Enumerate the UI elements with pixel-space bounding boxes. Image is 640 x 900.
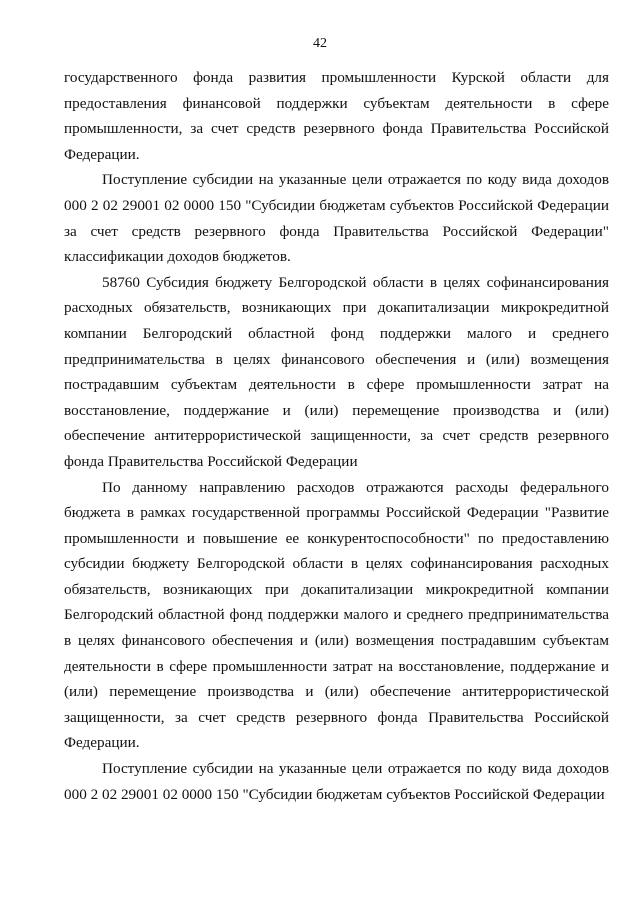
page-number: 42: [313, 36, 327, 51]
document-body: [64, 65, 609, 807]
paragraph-4: По данному направлению расходов отражаются расходы федерального бюджета в рамках государственной программы Российской Федерации "Развитие промышленности и повышение ее конкурентоспособности" по предоставлению субсидии бюджету Белгородской области в целях софинансирования расходных обязательств, возникающих при докапитализации микрокредитной компании Белгородский областной фонд поддержки малого и среднего предпринимательства в целях финансового обеспечения и (или) возмещения пострадавшим субъектам деятельности в сфере промышленности затрат на восстановление, поддержание и (или) перемещение производства и (или) обеспечение антитеррористической защищенности, за счет средств резервного фонда Правительства Российской Федерации.: [64, 478, 609, 752]
paragraph-5: Поступление субсидии на указанные цели отражается по коду вида доходов 000 2 02 29001 02 0000 150 "Субсидии бюджетам субъектов Российской Федерации: [64, 760, 609, 803]
paragraph-3: 58760 Субсидия бюджету Белгородской области в целях софинансирования расходных обязательств, возникающих при докапитализации микрокредитной компании Белгородский областной фонд поддержки малого и среднего предпринимательства в целях финансового обеспечения и (или) возмещения пострадавшим субъектам деятельности в сфере промышленности затрат на восстановление, поддержание и (или) перемещение производства и (или) обеспечение антитеррористической защищенности, за счет средств резервного фонда Правительства Российской Федерации: [64, 273, 609, 470]
paragraph-2: Поступление субсидии на указанные цели отражается по коду вида доходов 000 2 02 29001 02 0000 150 "Субсидии бюджетам субъектов Российской Федерации за счет средств резервного фонда Правительства Российской Федерации" классификации доходов бюджетов.: [64, 171, 609, 266]
paragraph-1: государственного фонда развития промышленности Курской области для предоставления финансовой поддержки субъектам деятельности в сфере промышленности, за счет средств резервного фонда Правительства Российской Федерации.: [64, 69, 609, 163]
